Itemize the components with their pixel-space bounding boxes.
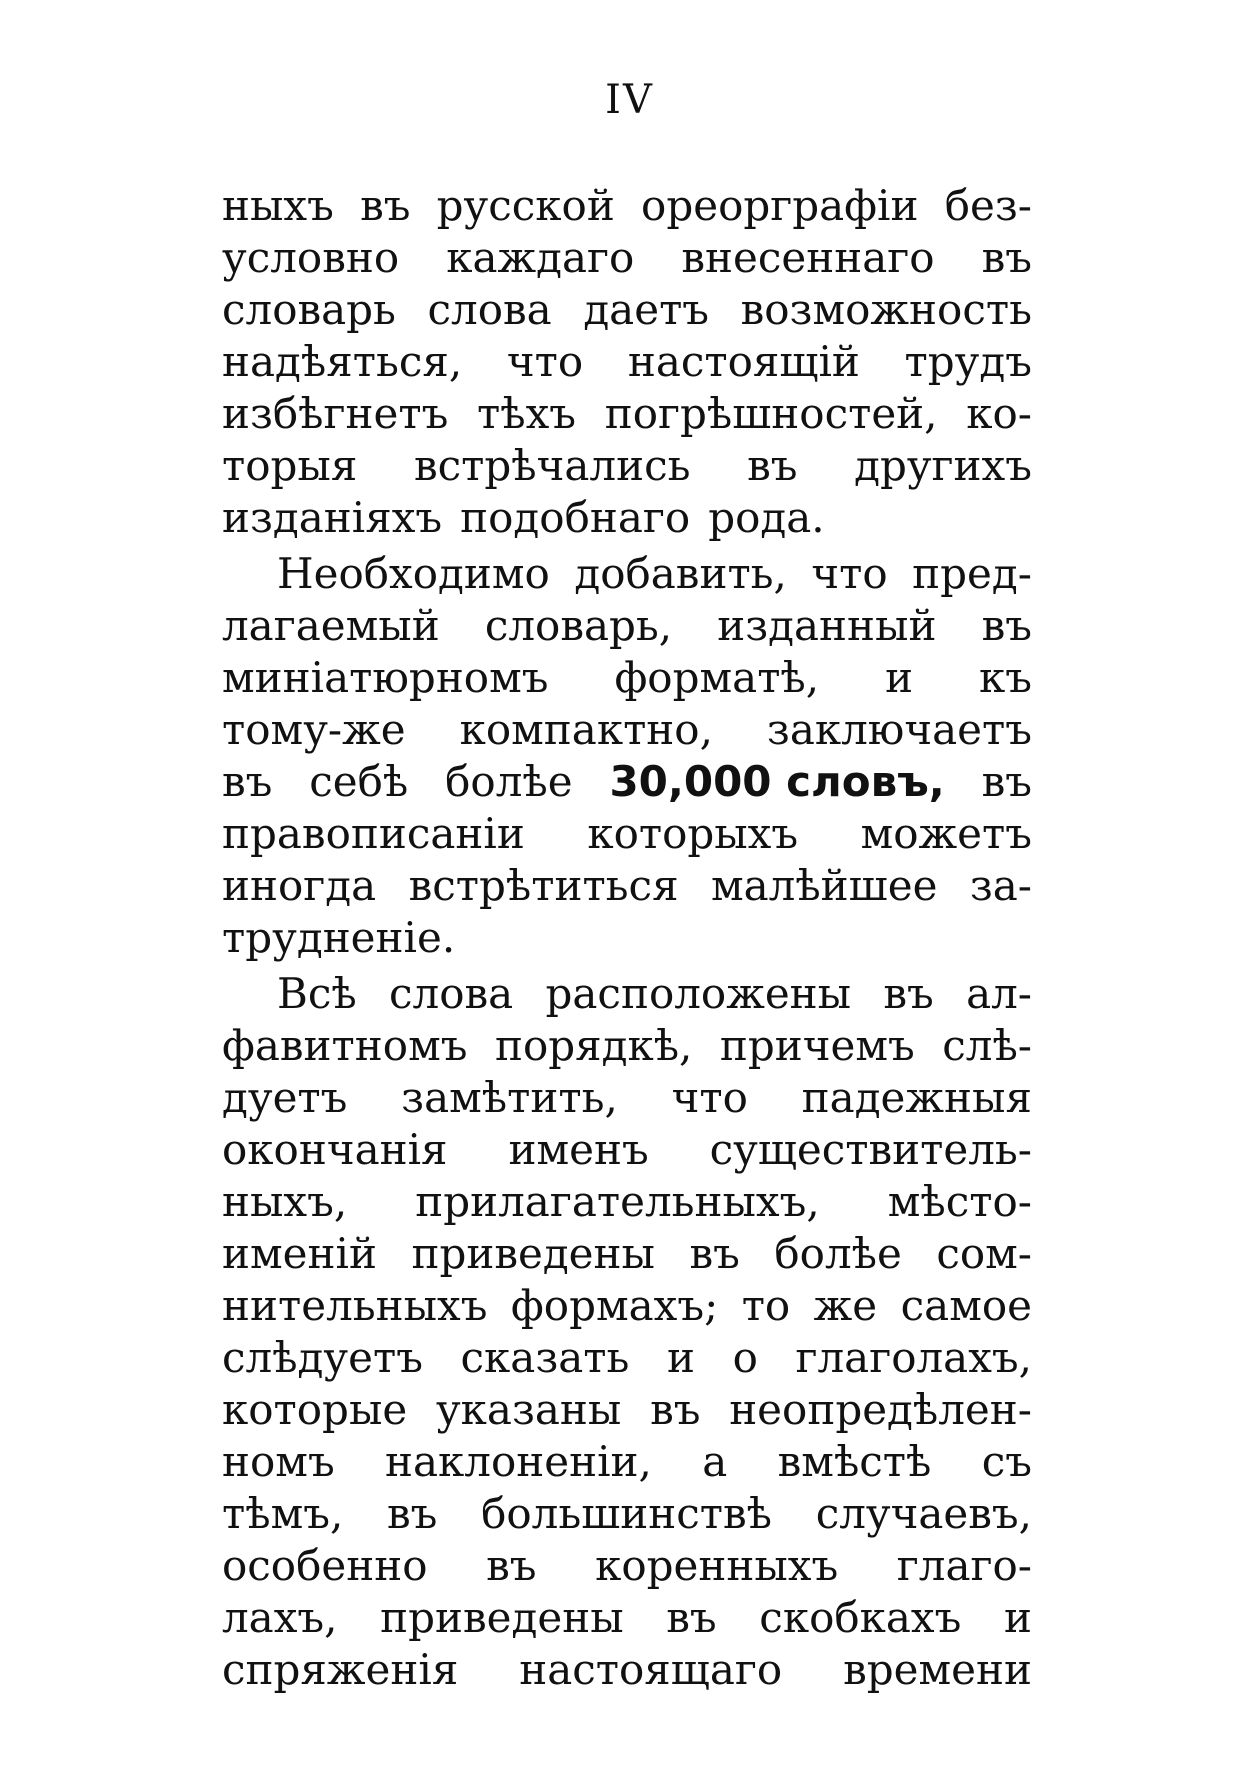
word: болѣе xyxy=(445,757,573,806)
word: въ xyxy=(666,1593,717,1642)
word: особенно xyxy=(222,1541,428,1590)
text-line xyxy=(222,1384,1032,1436)
text-line xyxy=(222,232,1032,284)
word: ныхъ xyxy=(222,181,334,230)
word: возможность xyxy=(740,285,1032,334)
word: въ xyxy=(981,601,1032,650)
word: другихъ xyxy=(854,441,1032,490)
word: указаны xyxy=(435,1385,622,1434)
word: настоящаго xyxy=(519,1645,783,1694)
word: словарь xyxy=(222,285,396,334)
word: а xyxy=(702,1437,728,1486)
body-text xyxy=(222,180,1032,1696)
text-line xyxy=(222,1332,1032,1384)
word: добавить, xyxy=(574,549,787,598)
text-line xyxy=(222,548,1032,600)
word: заключаетъ xyxy=(766,705,1032,754)
word: условно xyxy=(222,233,400,282)
text-line xyxy=(222,1020,1032,1072)
word: наклоненіи, xyxy=(385,1437,652,1486)
text-line xyxy=(222,704,1032,756)
paragraph xyxy=(222,968,1032,1696)
word: русской xyxy=(436,181,615,230)
word: и xyxy=(885,653,914,702)
word: слѣ- xyxy=(942,1021,1032,1070)
word: избѣгнетъ xyxy=(222,389,449,438)
word: словарь, xyxy=(484,601,673,650)
text-line xyxy=(222,652,1032,704)
word: вмѣстѣ xyxy=(777,1437,932,1486)
word: лахъ, xyxy=(222,1593,338,1642)
text-line xyxy=(222,1644,1032,1696)
word: встрѣчались xyxy=(413,441,691,490)
word: въ xyxy=(689,1229,740,1278)
word: рода. xyxy=(708,493,825,542)
word: въ xyxy=(222,757,273,806)
word: болѣе xyxy=(774,1229,902,1278)
word: времени xyxy=(843,1645,1032,1694)
word: даетъ xyxy=(583,285,710,334)
word: нительныхъ xyxy=(222,1281,488,1330)
text-line xyxy=(222,1280,1032,1332)
word: въ xyxy=(981,233,1032,282)
word: лагаемый xyxy=(222,601,440,650)
word: порядкѣ, xyxy=(494,1021,693,1070)
word: ореорграфіи xyxy=(641,181,919,230)
word: то xyxy=(741,1281,791,1330)
word: глаго- xyxy=(896,1541,1032,1590)
word: фавитномъ xyxy=(222,1021,468,1070)
word: ал- xyxy=(966,969,1032,1018)
text-line xyxy=(222,1072,1032,1124)
word: въ xyxy=(650,1385,701,1434)
word: без- xyxy=(944,181,1032,230)
word: именъ xyxy=(508,1125,649,1174)
word: компактно, xyxy=(459,705,713,754)
word: слова xyxy=(427,285,552,334)
bold-word-count: 30,000 словъ, xyxy=(609,757,945,806)
word: въ xyxy=(360,181,411,230)
word: Необходимо xyxy=(277,549,550,598)
text-line xyxy=(222,860,1032,912)
text-line xyxy=(222,808,1032,860)
word: Всѣ xyxy=(277,969,357,1018)
word: неопредѣлен- xyxy=(729,1385,1032,1434)
word: внесеннаго xyxy=(681,233,935,282)
word: малѣйшее xyxy=(710,861,938,910)
word: встрѣтиться xyxy=(408,861,679,910)
word: приведены xyxy=(380,1593,624,1642)
word: трудъ xyxy=(904,337,1032,386)
word: дуетъ xyxy=(222,1073,348,1122)
word: за- xyxy=(969,861,1032,910)
word: себѣ xyxy=(309,757,409,806)
word: коренныхъ xyxy=(595,1541,839,1590)
word: мѣсто- xyxy=(887,1177,1032,1226)
text-line xyxy=(222,600,1032,652)
word: каждаго xyxy=(446,233,635,282)
word: настоящій xyxy=(627,337,860,386)
text-line xyxy=(222,1436,1032,1488)
word: сказать xyxy=(460,1333,630,1382)
text-line xyxy=(222,756,1032,808)
word: въ xyxy=(981,757,1032,806)
word: подобнаго xyxy=(460,493,691,542)
word: формахъ; xyxy=(510,1281,719,1330)
word: падежныя xyxy=(801,1073,1032,1122)
text-line xyxy=(222,440,1032,492)
word: расположены xyxy=(545,969,852,1018)
word: къ xyxy=(979,653,1032,702)
word: случаевъ, xyxy=(815,1489,1032,1538)
text-line xyxy=(222,284,1032,336)
word: самое xyxy=(900,1281,1032,1330)
word: правописаніи xyxy=(222,809,525,858)
word: скобкахъ xyxy=(759,1593,962,1642)
word: можетъ xyxy=(860,809,1032,858)
text-line xyxy=(222,1228,1032,1280)
word: большинствѣ xyxy=(481,1489,772,1538)
word: сом- xyxy=(936,1229,1032,1278)
word: въ xyxy=(387,1489,438,1538)
word: трудненіе. xyxy=(222,913,456,962)
word: надѣяться, xyxy=(222,337,463,386)
word: слова xyxy=(389,969,514,1018)
text-line xyxy=(222,968,1032,1020)
word: что xyxy=(506,337,584,386)
word: что xyxy=(811,549,888,598)
word: тѣмъ, xyxy=(222,1489,344,1538)
text-line xyxy=(222,912,1032,964)
word: причемъ xyxy=(719,1021,915,1070)
paragraph xyxy=(222,180,1032,544)
word: иногда xyxy=(222,861,377,910)
text-line xyxy=(222,180,1032,232)
word: замѣтить, xyxy=(401,1073,618,1122)
word: и xyxy=(666,1333,695,1382)
paragraph xyxy=(222,548,1032,964)
word: изданіяхъ xyxy=(222,493,443,542)
text-line xyxy=(222,1124,1032,1176)
word: о xyxy=(732,1333,758,1382)
word: миніатюрномъ xyxy=(222,653,549,702)
word: форматѣ, xyxy=(614,653,820,702)
word: пред- xyxy=(912,549,1032,598)
word: именій xyxy=(222,1229,377,1278)
text-line xyxy=(222,388,1032,440)
word: которыхъ xyxy=(587,809,799,858)
word: спряженія xyxy=(222,1645,459,1694)
word: окончанія xyxy=(222,1125,448,1174)
text-line xyxy=(222,1488,1032,1540)
word: ныхъ, xyxy=(222,1177,348,1226)
word: и xyxy=(1003,1593,1032,1642)
word: въ xyxy=(486,1541,537,1590)
word: ко- xyxy=(966,389,1032,438)
word: въ xyxy=(883,969,934,1018)
text-line xyxy=(222,336,1032,388)
word: съ xyxy=(981,1437,1032,1486)
word: торыя xyxy=(222,441,358,490)
page-number: IV xyxy=(605,77,654,123)
word: прилагательныхъ, xyxy=(415,1177,820,1226)
word: тѣхъ xyxy=(477,389,577,438)
word: что xyxy=(671,1073,748,1122)
word: же xyxy=(813,1281,878,1330)
word: тому-же xyxy=(222,705,406,754)
text-line xyxy=(222,1540,1032,1592)
word: изданный xyxy=(717,601,937,650)
word: глаголахъ, xyxy=(795,1333,1032,1382)
word: слѣдуетъ xyxy=(222,1333,423,1382)
word: существитель- xyxy=(709,1125,1032,1174)
text-line xyxy=(222,1176,1032,1228)
word: приведены xyxy=(411,1229,655,1278)
word: погрѣшностей, xyxy=(604,389,938,438)
text-line xyxy=(222,492,1032,544)
word: номъ xyxy=(222,1437,335,1486)
word: которые xyxy=(222,1385,408,1434)
word: въ xyxy=(747,441,798,490)
text-line xyxy=(222,1592,1032,1644)
